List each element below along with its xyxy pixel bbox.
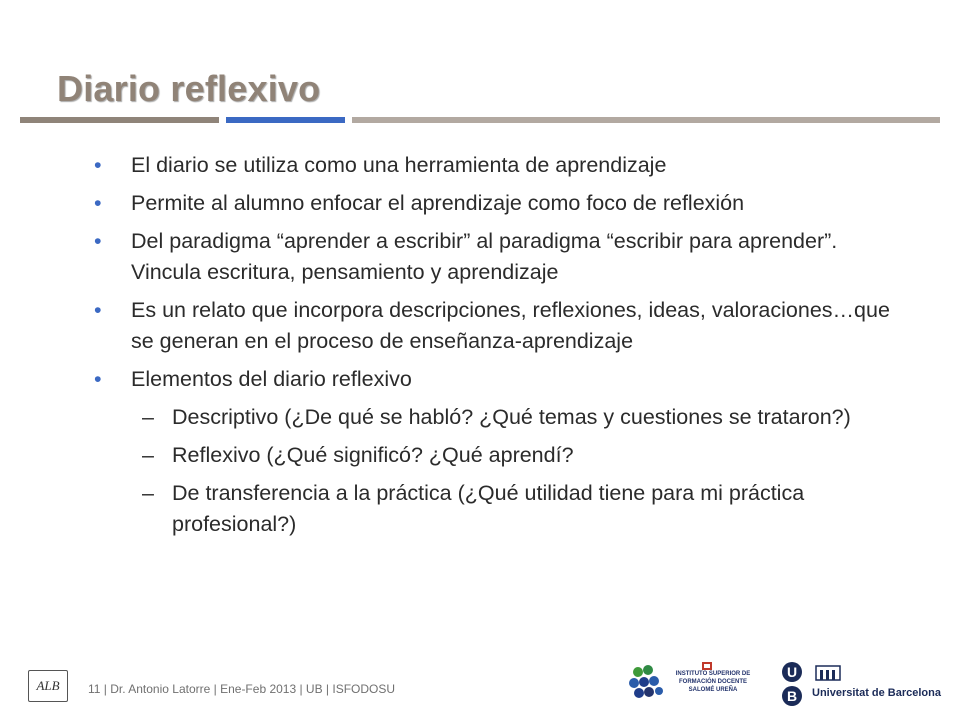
ub-name: Universitat de Barcelona <box>812 687 941 699</box>
sub-list-item-text: Descriptivo (¿De qué se habló? ¿Qué temas y cuestiones se trataron?) <box>172 405 851 429</box>
title-rule-accent <box>226 117 345 123</box>
list-item <box>90 364 890 395</box>
list-item-text: Es un relato que incorpora descripciones, reflexiones, ideas, valoraciones…que se generan en el proceso de enseñanza-aprendizaje <box>131 298 890 353</box>
sub-list-item <box>90 440 890 471</box>
list-item <box>90 150 890 181</box>
title-rule-right <box>352 117 940 123</box>
svg-text:B: B <box>786 688 798 704</box>
title-rule-left <box>20 117 219 123</box>
list-item-text: Elementos del diario reflexivo <box>131 367 412 391</box>
sub-list-item <box>90 478 890 540</box>
svg-text:U: U <box>786 664 798 680</box>
author-logo <box>28 670 68 702</box>
bullet-icon: • <box>94 153 102 177</box>
isfodosu-name: INSTITUTO SUPERIOR DE FORMACIÓN DOCENTE SALOMÉ UREÑA <box>675 671 751 693</box>
slide-title: Diario reflexivo <box>57 68 321 109</box>
bullet-list <box>90 150 890 547</box>
sub-list-item-text: De transferencia a la práctica (¿Qué utilidad tiene para mi práctica profesional?) <box>172 481 805 536</box>
dash-icon: – <box>142 405 154 429</box>
list-item <box>90 295 890 357</box>
bullet-icon: • <box>94 367 102 391</box>
sub-list-item-text: Reflexivo (¿Qué significó? ¿Qué aprendí? <box>172 443 574 467</box>
ub-logo-icon <box>780 660 930 710</box>
author-logo-text: ALB <box>36 678 60 693</box>
list-item-text: El diario se utiliza como una herramienta de aprendizaje <box>131 153 667 177</box>
bullet-icon: • <box>94 298 102 322</box>
dash-icon: – <box>142 443 154 467</box>
list-item <box>90 188 890 219</box>
dash-icon: – <box>142 481 154 505</box>
list-item-text: Permite al alumno enfocar el aprendizaje como foco de reflexión <box>131 191 745 215</box>
bullet-icon: • <box>94 191 102 215</box>
footer-text: 11 | Dr. Antonio Latorre | Ene-Feb 2013 | UB | ISFODOSU <box>88 682 396 696</box>
list-item-text: Del paradigma “aprender a escribir” al paradigma “escribir para aprender”. Vincula escritura, pensamiento y aprendizaje <box>131 229 838 284</box>
sub-list-item <box>90 402 890 433</box>
list-item <box>90 226 890 288</box>
bullet-icon: • <box>94 229 102 253</box>
